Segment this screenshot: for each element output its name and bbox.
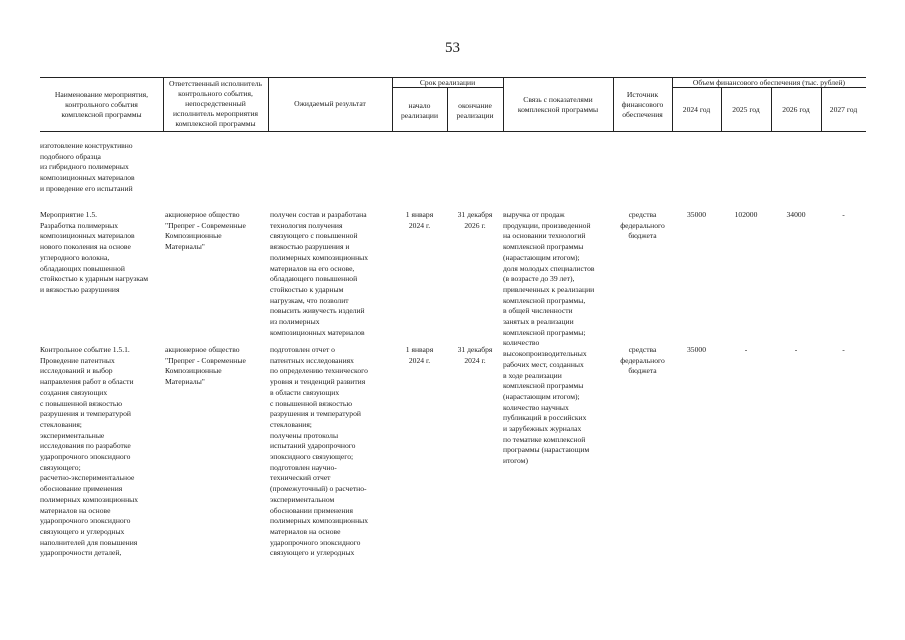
row-2-result: подготовлен отчет о патентных исследованиях по определению технического уровня и тенденций развития в области связующих с повышенной вязкостью разрушения и температурой стеклования; получены протоколы испытаний ударопрочного эпоксидного связующего; подготовлен научно- технический отчет (промежуточный) о расчетно- экспериментальном обосновании применения полимерных композиционных материалов на основе ударопрочного эпоксидного связующего и углеродных: [270, 345, 369, 558]
header-name: Наименование мероприятия, контрольного события комплексной программы: [54, 90, 149, 119]
row-2-end: 31 декабря 2024 г.: [457, 345, 493, 365]
header-term-group: Срок реализации: [419, 78, 476, 87]
row-1-name: Мероприятие 1.5. Разработка полимерных композиционных материалов нового поколения на основе углеродного волокна, обладающих повышенной стойкостью к ударным нагрузкам и вязкостью разрушения: [40, 210, 149, 294]
row-1-end: 31 декабря 2026 г.: [457, 210, 493, 230]
header-end: окончание реализации: [456, 101, 494, 120]
row-1-2025: 102000: [734, 210, 758, 219]
row-2-responsible: акционерное общество "Препрег - Современные Композиционные Материалы": [165, 345, 246, 387]
header-responsible: Ответственный исполнитель контрольного события, непосредственный исполнитель мероприятия комплексной программы: [169, 79, 262, 128]
row-1-2026: 34000: [786, 210, 806, 219]
header-start: начало реализации: [400, 101, 439, 120]
row-1-link: выручка от продаж продукции, произведенной на основании технологий комплексной программы (нарастающим итогом); доля молодых специалистов (в возрасте до 39 лет), привлеченных к реализации комплексной программы, в общей численности занятых в реализации комплексной программы; количество высокопроизводительных рабочих мест, созданных в ходе реализации комплексной программы (нарастающим итогом); количество научных публикаций в российских и зарубежных журналах по тематике комплексной программы (нарастающим итогом): [503, 210, 595, 466]
row-1-start: 1 января 2024 г.: [405, 210, 434, 230]
row-2-2027: -: [842, 345, 845, 354]
row-2-name: Контрольное событие 1.5.1. Проведение патентных исследований и выбор направления работ в области создания связующих с повышенной вязкостью разрушения и температурой стеклования; экспериментальные исследования по разработке ударопрочного эпоксидного связующего; расчетно-экспериментальное обоснование применения полимерных композиционных материалов на основе ударопрочного эпоксидного связующего и углеродных наполнителей для повышения ударопрочности деталей,: [40, 345, 139, 558]
header-finance-group: Объем финансового обеспечения (тыс. рублей): [692, 78, 846, 87]
header-bottom-border: [40, 131, 866, 132]
header-year-2026: 2026 год: [782, 105, 810, 114]
row-1-2027: -: [842, 210, 845, 219]
row-1-source: средства федерального бюджета: [620, 210, 665, 241]
row-1-result: получен состав и разработана технология получения связующего с повышенной вязкостью разрушения и полимерных композиционных материалов на его основе, обладающего повышенной стойкостью к ударным нагрузкам, что позволит повысить живучесть изделий из полимерных композиционных материалов: [270, 210, 369, 337]
row-2-2024: 35000: [687, 345, 706, 354]
header-year-2024: 2024 год: [682, 105, 711, 114]
row-2-2026: -: [794, 345, 798, 354]
row-1-responsible: акционерное общество "Препрег - Современные Композиционные Материалы": [165, 210, 246, 252]
continuation-name: изготовление конструктивно подобного образца из гибридного полимерных композиционных материалов и проведение его испытаний: [40, 141, 135, 193]
row-2-source: средства федерального бюджета: [620, 345, 665, 376]
row-2-2025: -: [744, 345, 748, 354]
page-number: 53: [445, 40, 460, 56]
header-result: Ожидаемый результат: [294, 99, 366, 108]
header-year-2025: 2025 год: [732, 105, 760, 114]
header-year-2027: 2027 год: [829, 105, 858, 114]
header-link: Связь с показателями комплексной программы: [517, 95, 599, 114]
row-1-2024: 35000: [687, 210, 706, 219]
row-2-start: 1 января 2024 г.: [405, 345, 434, 365]
header-source: Источник финансового обеспечения: [621, 90, 664, 119]
